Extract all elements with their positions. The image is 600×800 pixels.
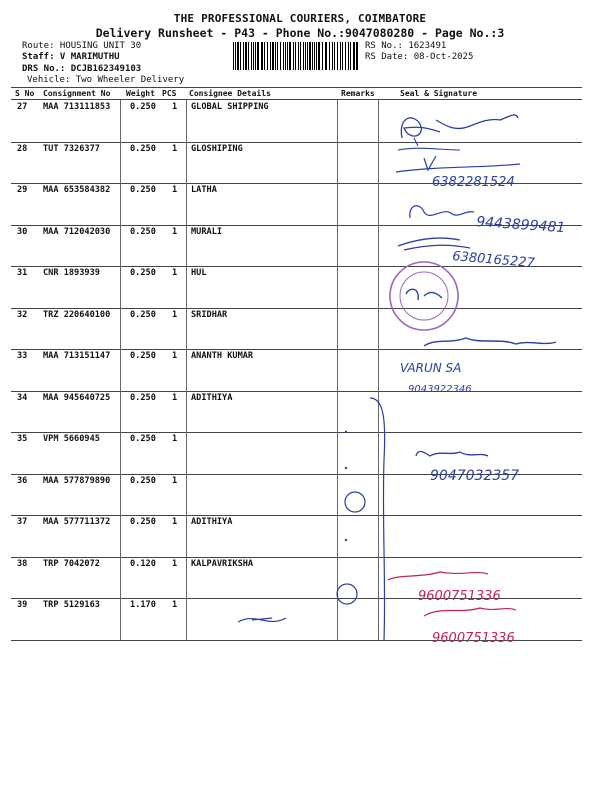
signature-scribble: [398, 238, 470, 250]
signature-scribble: [388, 572, 488, 580]
cell-consignee: ADITHIYA: [191, 392, 233, 403]
col-header-pcs: PCS: [162, 89, 177, 98]
cell-pcs: 1: [172, 392, 178, 403]
cell-pcs: 1: [172, 351, 178, 361]
col-header-signature: Seal & Signature: [400, 89, 478, 98]
cell-weight: 0.250: [130, 185, 156, 195]
handwritten-phone: 9047032357: [430, 468, 520, 484]
route-label: Route: HOUSING UNIT 30: [22, 41, 142, 51]
cell-sno: 38: [17, 558, 28, 569]
cell-sno: 28: [17, 143, 28, 154]
cell-sno: 37: [17, 517, 28, 527]
cell-weight: 0.250: [130, 309, 156, 320]
col-header-consignee: Consignee Details: [189, 89, 271, 98]
cell-sno: 39: [17, 600, 28, 610]
handwritten-phone: 6380165227: [451, 249, 536, 272]
vehicle-label: Vehicle: Two Wheeler Delivery: [27, 75, 185, 85]
cell-consignment: MAA 577879890: [43, 475, 111, 486]
drs-number: DRS No.: DCJB162349103: [22, 64, 142, 74]
cell-consignee: KALPAVRIKSHA: [191, 558, 254, 569]
signature-scribble: [424, 338, 556, 346]
cell-consignee: MURALI: [191, 226, 223, 237]
cell-sno: 32: [17, 309, 28, 320]
handwritten-phone: 6382281524: [432, 175, 515, 190]
signature-scribble: [424, 608, 516, 616]
signature-scribble: [398, 138, 460, 150]
cell-pcs: 1: [172, 558, 178, 569]
cell-pcs: 1: [172, 226, 178, 237]
circled-mark: [345, 492, 365, 512]
cell-weight: 0.250: [130, 517, 156, 527]
cell-consignment: MAA 653584382: [43, 185, 111, 195]
handwritten-phone: 9443899481: [475, 214, 566, 237]
runsheet-subtitle: Delivery Runsheet - P43 - Phone No.:9047080280 - Page No.:3: [95, 26, 505, 40]
cell-sno: 33: [17, 351, 28, 361]
cell-pcs: 1: [172, 475, 178, 486]
handwritten-phone: 9600751336: [418, 589, 501, 604]
cell-sno: 29: [17, 185, 28, 195]
cell-sno: 34: [17, 392, 28, 403]
col-header-remarks: Remarks: [341, 89, 375, 98]
cell-sno: 35: [17, 434, 28, 444]
cell-weight: 0.250: [130, 143, 156, 154]
cell-consignee: GLOSHIPING: [191, 143, 243, 154]
rs-date: RS Date: 08-Oct-2025: [365, 52, 474, 62]
handwritten-phone: 9043922346: [408, 384, 472, 395]
signature-scribble: [416, 451, 488, 456]
handwritten-phone: 9600751336: [432, 631, 515, 646]
cell-consignee: ADITHIYA: [191, 517, 233, 527]
signature-scribble: [396, 156, 520, 172]
signature-scribble: [410, 206, 474, 218]
col-header-sno: S No: [15, 89, 35, 98]
cell-consignment: TRP 5129163: [43, 600, 100, 610]
cell-pcs: 1: [172, 517, 178, 527]
staff-label: Staff: V MARIMUTHU: [22, 52, 120, 62]
cell-weight: 0.120: [130, 558, 156, 569]
cell-consignee: ANANTH KUMAR: [191, 351, 254, 361]
cell-weight: 0.250: [130, 434, 156, 444]
handwritten-name: VARUN SA: [400, 361, 462, 375]
cell-sno: 31: [17, 268, 28, 278]
cell-weight: 0.250: [130, 268, 156, 278]
cell-weight: 0.250: [130, 351, 156, 361]
cell-consignee: SRIDHAR: [191, 309, 228, 320]
cell-consignment: MAA 713111853: [43, 102, 111, 112]
rs-number: RS No.: 1623491: [365, 41, 447, 51]
cell-pcs: 1: [172, 143, 178, 154]
circled-mark: [337, 584, 357, 604]
cell-weight: 0.250: [130, 102, 156, 112]
cell-consignment: MAA 712042030: [43, 226, 111, 237]
cell-weight: 1.170: [130, 600, 156, 610]
cell-consignment: MAA 713151147: [43, 351, 111, 361]
cell-sno: 27: [17, 102, 28, 112]
remarks-bracket: [370, 398, 385, 640]
cell-weight: 0.250: [130, 475, 156, 486]
cell-consignment: TUT 7326377: [43, 143, 100, 154]
cell-consignment: MAA 577711372: [43, 517, 111, 527]
cell-pcs: 1: [172, 268, 178, 278]
cell-consignment: TRZ 220640100: [43, 309, 111, 320]
cell-consignment: MAA 945640725: [43, 392, 111, 403]
cell-weight: 0.250: [130, 226, 156, 237]
cell-consignee: GLOBAL SHIPPING: [191, 102, 269, 112]
cell-consignment: CNR 1893939: [43, 268, 100, 278]
cell-pcs: 1: [172, 600, 178, 610]
cell-consignee: HUL: [191, 268, 207, 278]
seal-stamp: [390, 262, 458, 330]
cell-weight: 0.250: [130, 392, 156, 403]
cell-consignment: TRP 7042072: [43, 558, 100, 569]
cell-consignment: VPM 5660945: [43, 434, 100, 444]
signature-scribble: [401, 115, 518, 138]
cell-pcs: 1: [172, 102, 178, 112]
cell-pcs: 1: [172, 309, 178, 320]
signature-scribble: [238, 618, 286, 622]
cell-sno: 30: [17, 226, 28, 237]
cell-consignee: LATHA: [191, 185, 217, 195]
cell-pcs: 1: [172, 434, 178, 444]
col-header-weight: Weight: [126, 89, 155, 98]
col-header-consignment: Consignment No: [43, 89, 111, 98]
cell-pcs: 1: [172, 185, 178, 195]
cell-sno: 36: [17, 475, 28, 486]
company-title: THE PROFESSIONAL COURIERS, COIMBATORE: [173, 12, 427, 25]
